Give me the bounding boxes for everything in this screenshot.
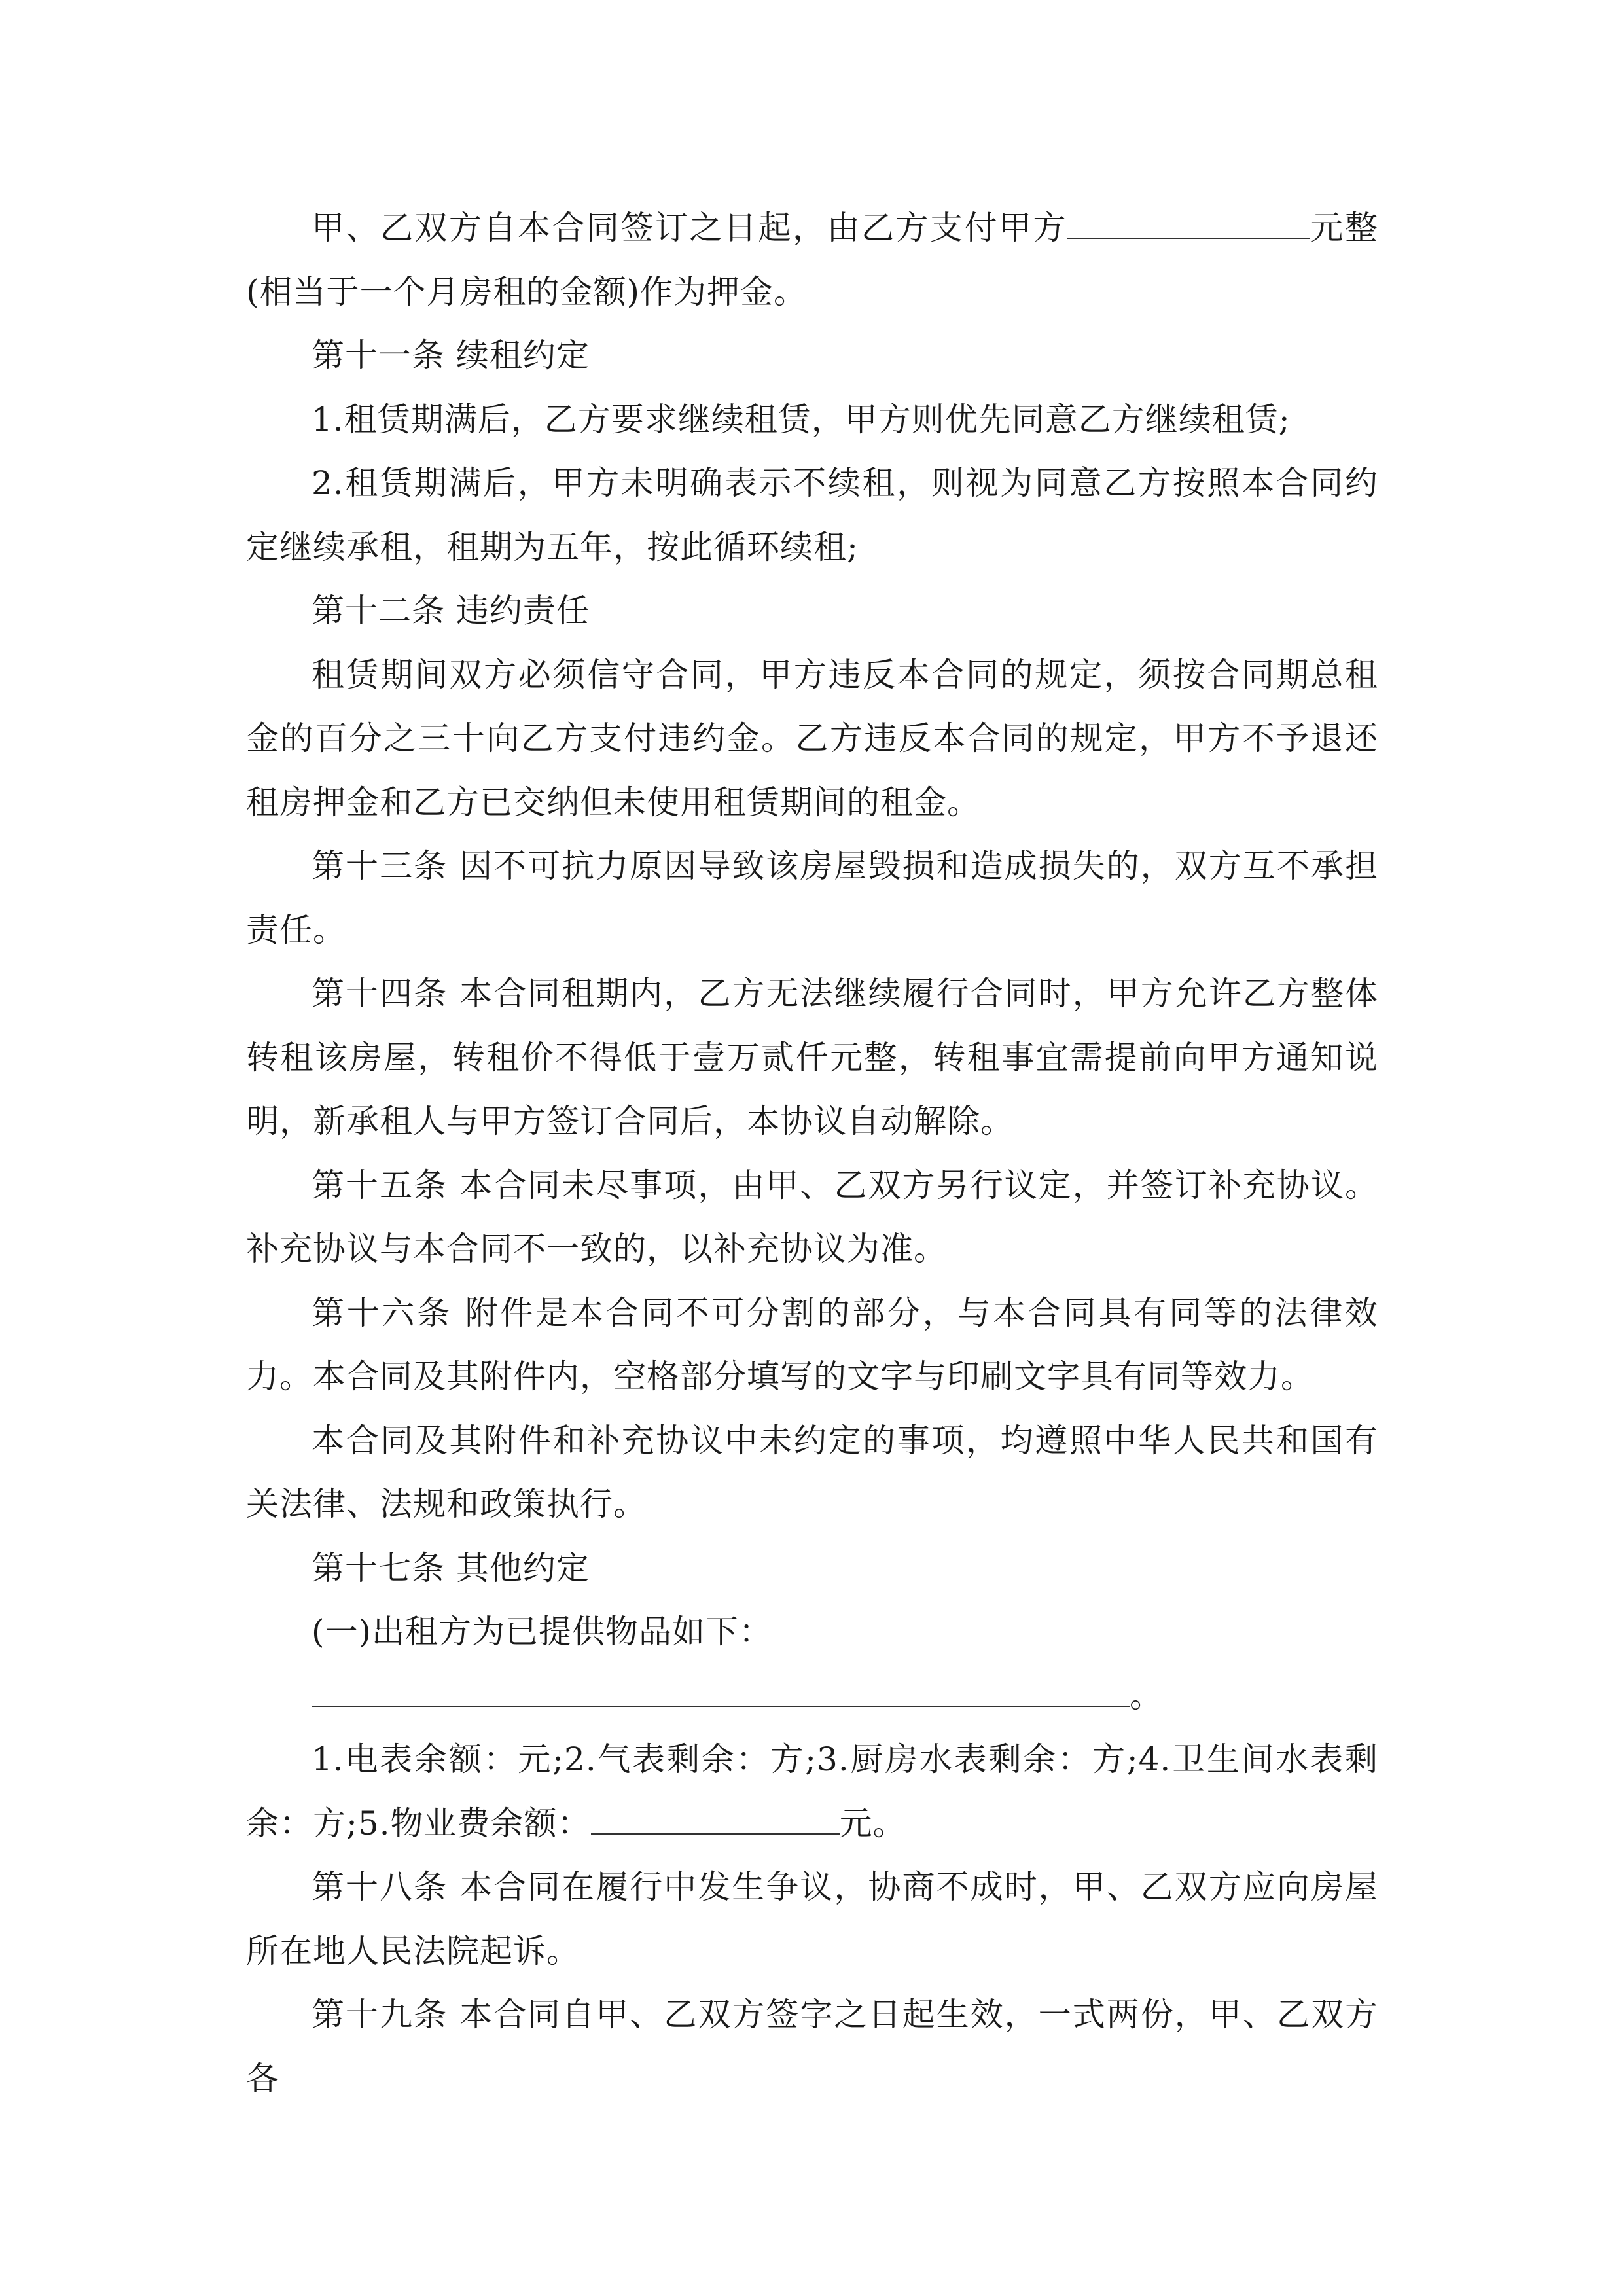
property-fee-blank [591,1793,840,1835]
article-18: 第十八条 本合同在履行中发生争议，协商不成时，甲、乙双方应向房屋所在地人民法院起诉。 [246,1868,1378,1970]
article-12-title: 第十二条 违约责任 [312,592,590,630]
article-14: 第十四条 本合同租期内，乙方无法继续履行合同时，甲方允许乙方整体转租该房屋，转租价不得低于壹万贰仟元整，转租事宜需提前向甲方通知说明，新承租人与甲方签订合同后，本协议自动解除。 [246,975,1378,1140]
provided-items-blank [312,1665,1130,1707]
meter-readings-end: 元。 [839,1804,906,1842]
article-11-title: 第十一条 续租约定 [312,336,590,374]
deposit-amount-blank [1067,197,1310,239]
article-19: 第十九条 本合同自甲、乙双方签字之日起生效，一式两份，甲、乙双方各 [246,1996,1378,2098]
article-11-clause-2: 2.租赁期满后，甲方未明确表示不续租，则视为同意乙方按照本合同约定继续承租，租期为五年，按此循环续租; [246,464,1378,566]
deposit-text-start: 甲、乙双方自本合同签订之日起，由乙方支付甲方 [312,209,1067,247]
deposit-paragraph [246,196,1378,324]
article-12-body: 租赁期间双方必须信守合同，甲方违反本合同的规定，须按合同期总租金的百分之三十向乙方支付违约金。乙方违反本合同的规定，甲方不予退还租房押金和乙方已交纳但未使用租赁期间的租金。 [246,655,1378,821]
law-clause: 本合同及其附件和补充协议中未约定的事项，均遵照中华人民共和国有关法律、法规和政策执行。 [246,1421,1378,1523]
article-17-title: 第十七条 其他约定 [312,1549,590,1587]
article-15: 第十五条 本合同未尽事项，由甲、乙双方另行议定，并签订补充协议。补充协议与本合同不一致的，以补充协议为准。 [246,1166,1378,1268]
contract-body [246,196,1378,2111]
provided-items-line [246,1664,1378,1729]
article-17-clause-1: (一)出租方为已提供物品如下： [312,1613,773,1651]
deposit-text-end: 元整(相当于一个月房租的金额)作为押金。 [246,209,1378,311]
provided-items-end: 。 [1130,1676,1163,1715]
article-11-clause-1: 1.租赁期满后，乙方要求继续租赁，甲方则优先同意乙方继续租赁; [312,400,1291,439]
meter-readings-paragraph [246,1728,1378,1856]
article-16: 第十六条 附件是本合同不可分割的部分，与本合同具有同等的法律效力。本合同及其附件内，空格部分填写的文字与印刷文字具有同等效力。 [246,1293,1378,1395]
meter-readings-text: 1.电表余额：元;2.气表剩余：方;3.厨房水表剩余：方;4.卫生间水表剩余：方;5.物业费余额： [246,1740,1378,1842]
article-13: 第十三条 因不可抗力原因导致该房屋毁损和造成损失的，双方互不承担责任。 [246,847,1378,949]
